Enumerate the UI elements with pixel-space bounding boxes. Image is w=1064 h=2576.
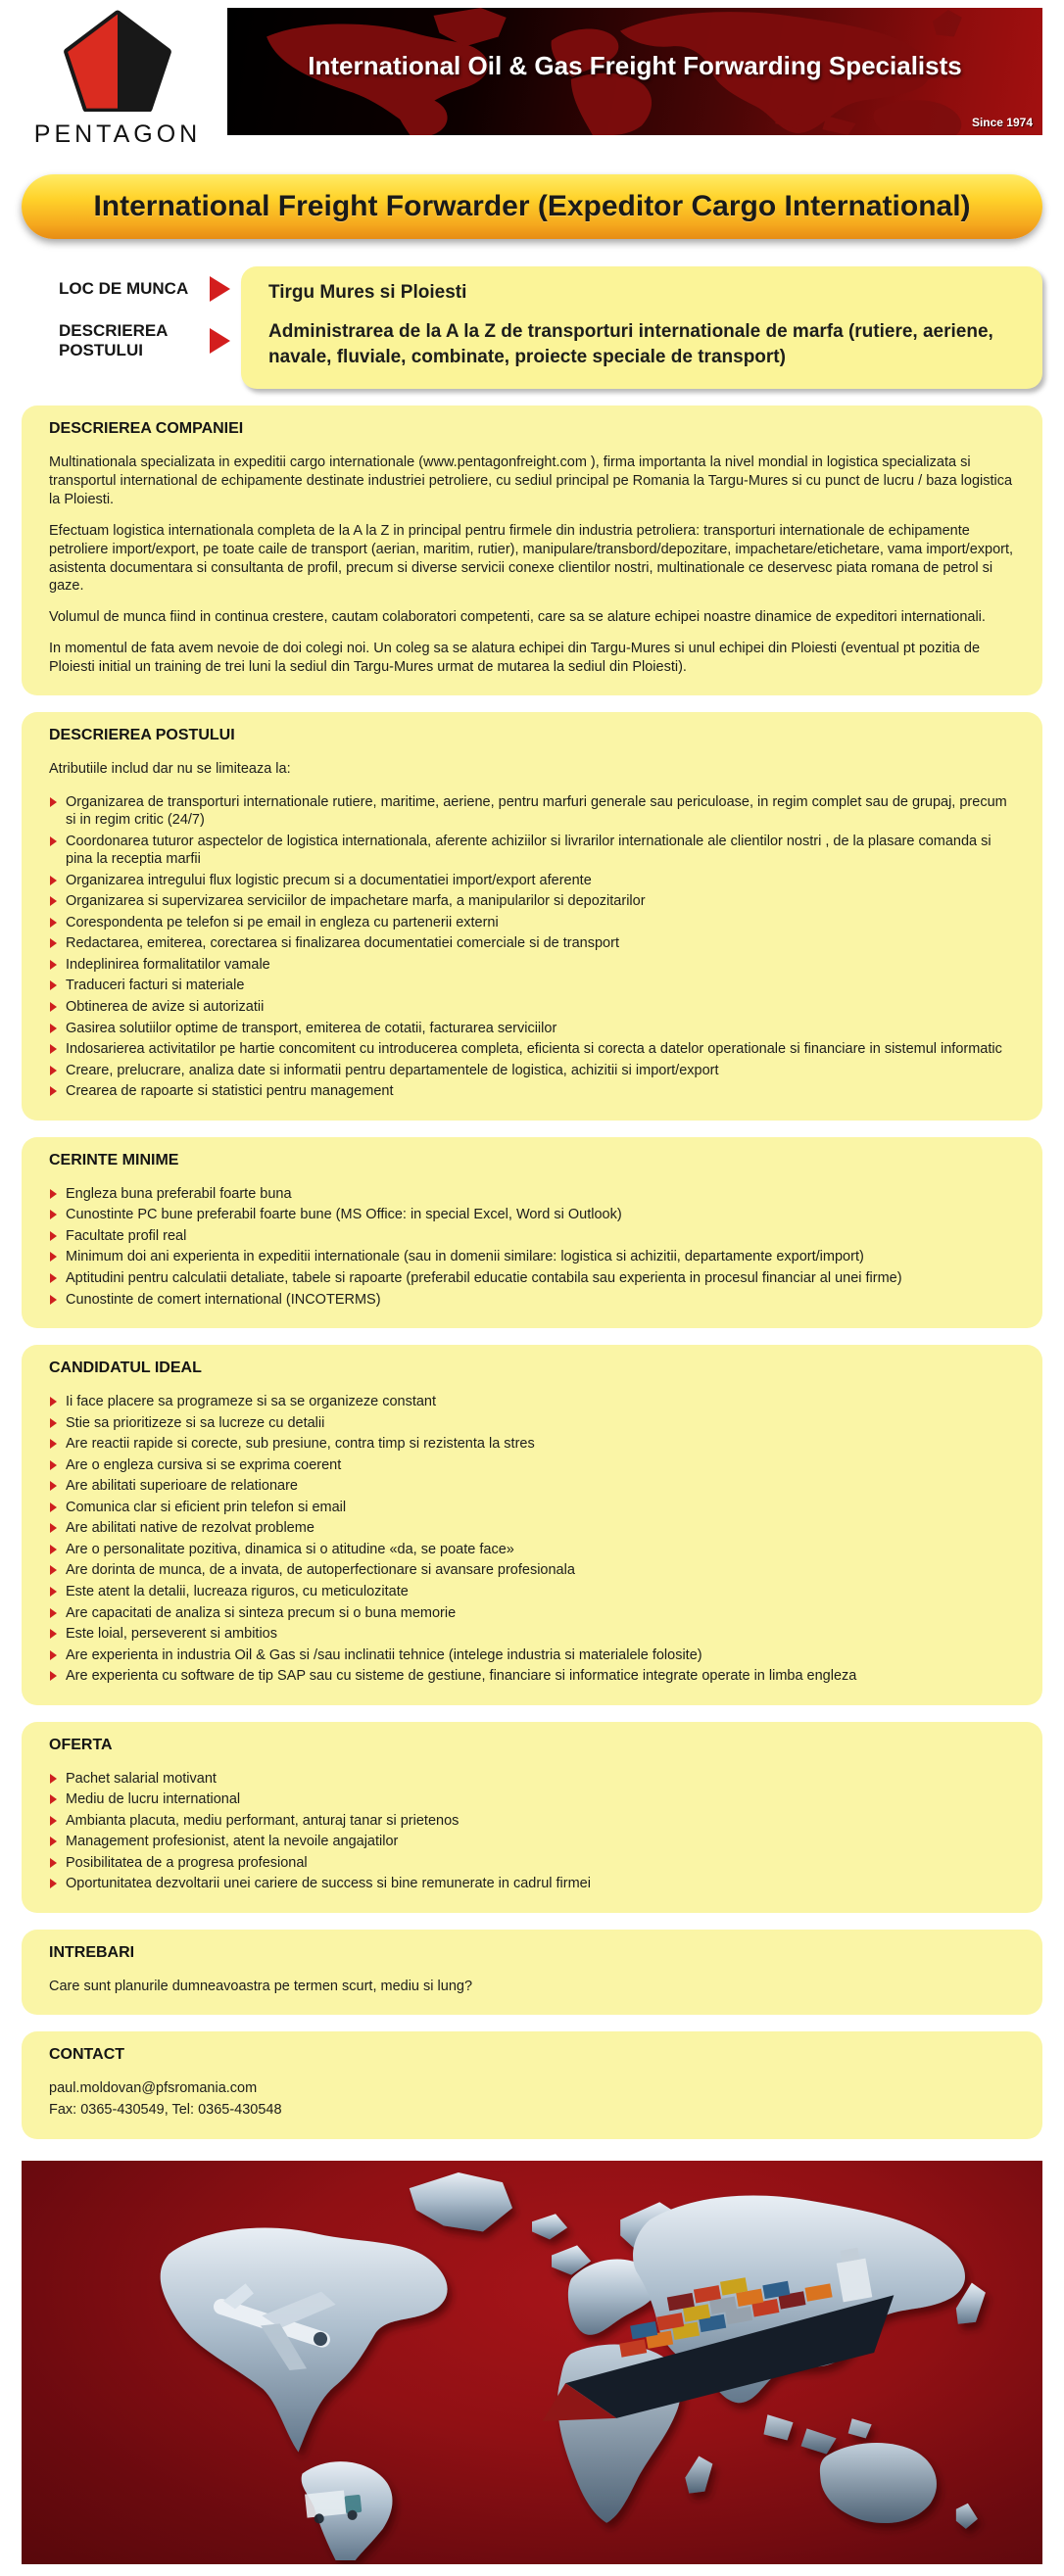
logo-wordmark: PENTAGON xyxy=(33,120,202,148)
section-minimum-requirements xyxy=(22,1137,1042,1328)
section-offer xyxy=(22,1722,1042,1913)
list-item xyxy=(49,1646,1015,1665)
list-item-text: Oportunitatea dezvoltarii unei cariere de success si bine remunerate in cadrul firmei xyxy=(66,1876,591,1892)
list-item-text: Are experienta cu software de tip SAP sau cu sisteme de gestiune, financiare si informatice integrate operate in limba engleza xyxy=(66,1668,857,1685)
list-item-text: Crearea de rapoarte si statistici pentru management xyxy=(66,1083,394,1100)
section-title: CONTACT xyxy=(49,2045,125,2063)
list-item-text: Are abilitati superioare de relationare xyxy=(66,1478,298,1495)
list-item xyxy=(49,1477,1015,1496)
bullet-arrow-icon xyxy=(50,1418,57,1428)
world-map-footer-graphic xyxy=(22,2161,1042,2564)
list-item-text: Indosarierea activitatilor pe hartie concomitent cu introducerea completa, eficienta si corecta a datelor operationale si financiare in sistemul informatic xyxy=(66,1041,1002,1058)
list-item-text: Redactarea, emiterea, corectarea si finalizarea documentatiei comerciale si de transport xyxy=(66,935,619,952)
list-item xyxy=(49,1854,1015,1873)
bullet-arrow-icon xyxy=(50,1460,57,1470)
list-item-text: Organizarea si supervizarea serviciilor de impachetare marfa, a manipularilor si depozitarilor xyxy=(66,893,646,910)
contact-email[interactable]: paul.moldovan@pfsromania.com xyxy=(49,2079,258,2096)
arrow-right-icon xyxy=(210,328,230,354)
list-item xyxy=(49,1227,1015,1246)
list-item xyxy=(49,1499,1015,1517)
bullet-arrow-icon xyxy=(50,938,57,948)
list-item-text: Are experienta in industria Oil & Gas si /sau inclinatii tehnice (intelege industria si materialele folosite) xyxy=(66,1646,702,1663)
bullet-arrow-icon xyxy=(50,1587,57,1597)
list-item xyxy=(49,1062,1015,1080)
list-item xyxy=(49,793,1015,830)
list-item xyxy=(49,1833,1015,1851)
job-summary-value: Administrarea de la A la Z de transporturi internationale de marfa (rutiere, aeriene, navale, fluviale, combinate, proiecte speciale de transport) xyxy=(268,321,993,367)
meta-row-location xyxy=(22,276,241,302)
arrow-right-icon xyxy=(210,276,230,302)
job-title-banner: International Freight Forwarder (Expeditor Cargo International) xyxy=(22,174,1042,239)
banner-since-tagline: Since 1974 xyxy=(971,116,1033,129)
bullet-arrow-icon xyxy=(50,1189,57,1199)
list-item xyxy=(49,998,1015,1017)
island-new-zealand xyxy=(956,2503,978,2528)
job-intro: Atributiile includ dar nu se limiteaza la: xyxy=(49,760,291,777)
island-madagascar xyxy=(685,2456,712,2493)
list-item xyxy=(49,1248,1015,1266)
list-item xyxy=(49,1583,1015,1601)
list-item xyxy=(49,1435,1015,1454)
list-item xyxy=(49,1875,1015,1893)
bullet-arrow-icon xyxy=(50,1231,57,1241)
list-item xyxy=(49,1291,1015,1310)
bullet-arrow-icon xyxy=(50,1044,57,1054)
list-item xyxy=(49,956,1015,975)
list-item xyxy=(49,1206,1015,1224)
list-item-text: Posibilitatea de a progresa profesional xyxy=(66,1854,308,1871)
island-iceland xyxy=(532,2214,567,2239)
bullet-arrow-icon xyxy=(50,797,57,807)
list-item-text: Coordonarea tuturor aspectelor de logistica internationala, aferente achiziilor si livrarilor internationale ale clientilor nostri , de la plasare comanda si pina la receptia marfii xyxy=(66,833,991,868)
list-item-text: Mediu de lucru international xyxy=(66,1791,241,1808)
questions-text: Care sunt planurile dumneavoastra pe termen scurt, mediu si lung? xyxy=(49,1978,473,1994)
page-header xyxy=(0,0,1064,149)
list-item xyxy=(49,1812,1015,1831)
list-item-text: Are reactii rapide si corecte, sub presiune, contra timp si rezistenta la stres xyxy=(66,1436,535,1453)
list-item xyxy=(49,1082,1015,1101)
list-item xyxy=(49,1541,1015,1559)
list-item-text: Cunostinte de comert international (INCOTERMS) xyxy=(66,1291,381,1308)
section-title: CANDIDATUL IDEAL xyxy=(49,1360,202,1377)
list-item xyxy=(49,1604,1015,1623)
bullet-arrow-icon xyxy=(50,1671,57,1681)
continent-greenland xyxy=(410,2172,512,2231)
bullet-arrow-icon xyxy=(50,1879,57,1888)
list-item-text: Cunostinte PC bune preferabil foarte bune (MS Office: in special Excel, Word si Outlook) xyxy=(66,1207,622,1223)
company-paragraph: Volumul de munca fiind in continua crestere, cautam colaboratori competenti, care sa se alature echipei noastre dinamice de expeditori internationali. xyxy=(49,609,986,626)
list-item-text: Ambianta placuta, mediu performant, anturaj tanar si prietenos xyxy=(66,1812,459,1829)
list-item xyxy=(49,934,1015,953)
list-item-text: Are o engleza cursiva si se exprima coerent xyxy=(66,1456,342,1473)
list-item xyxy=(49,1040,1015,1059)
header-banner xyxy=(227,8,1042,135)
section-questions xyxy=(22,1930,1042,2015)
bullet-arrow-icon xyxy=(50,1066,57,1075)
bullet-arrow-icon xyxy=(50,1565,57,1575)
company-logo xyxy=(22,8,214,149)
bullet-arrow-icon xyxy=(50,1837,57,1846)
bullet-arrow-icon xyxy=(50,1295,57,1305)
bullet-arrow-icon xyxy=(50,1002,57,1012)
bullet-arrow-icon xyxy=(50,1523,57,1533)
bullet-arrow-icon xyxy=(50,1794,57,1804)
list-item-text: Stie sa prioritizeze si sa lucreze cu detalii xyxy=(66,1414,325,1431)
bullet-arrow-icon xyxy=(50,918,57,928)
list-item xyxy=(49,833,1015,869)
list-item-text: Are dorinta de munca, de a invata, de autoperfectionare si avansare profesionala xyxy=(66,1562,575,1579)
list-item-text: Pachet salarial motivant xyxy=(66,1770,217,1787)
bullet-arrow-icon xyxy=(50,876,57,885)
list-item-text: Management profesionist, atent la nevoile angajatilor xyxy=(66,1834,399,1850)
candidate-list xyxy=(49,1393,1015,1686)
list-item xyxy=(49,1020,1015,1038)
section-title: CERINTE MINIME xyxy=(49,1151,179,1169)
job-meta xyxy=(22,266,1042,389)
job-location-value: Tirgu Mures si Ploiesti xyxy=(268,282,467,303)
section-company-description xyxy=(22,405,1042,694)
list-item-text: Engleza buna preferabil foarte buna xyxy=(66,1185,292,1202)
meta-row-description xyxy=(22,321,241,360)
section-title: INTREBARI xyxy=(49,1943,135,1961)
bullet-arrow-icon xyxy=(50,1086,57,1096)
bullet-arrow-icon xyxy=(50,1816,57,1826)
bullet-arrow-icon xyxy=(50,1397,57,1407)
list-item-text: Corespondenta pe telefon si pe email in engleza cu partenerii externi xyxy=(66,914,499,930)
list-item xyxy=(49,1456,1015,1475)
bullet-arrow-icon xyxy=(50,1629,57,1639)
bullet-arrow-icon xyxy=(50,1650,57,1660)
meta-labels xyxy=(22,266,241,389)
list-item xyxy=(49,872,1015,890)
list-item xyxy=(49,1790,1015,1809)
list-item xyxy=(49,977,1015,995)
contact-phone: Fax: 0365-430549, Tel: 0365-430548 xyxy=(49,2101,282,2118)
list-item-text: Gasirea solutiilor optime de transport, emiterea de cotatii, facturarea serviciilor xyxy=(66,1020,557,1036)
list-item xyxy=(49,892,1015,911)
list-item-text: Comunica clar si eficient prin telefon si email xyxy=(66,1499,347,1515)
list-item-text: Are capacitati de analiza si sinteza precum si o buna memorie xyxy=(66,1604,457,1621)
bullet-arrow-icon xyxy=(50,1024,57,1033)
list-item-text: Aptitudini pentru calculatii detaliate, tabele si rapoarte (preferabil educatie contabila sau experienta in procesul financiar al unei firme) xyxy=(66,1269,902,1286)
pentagon-logo-icon xyxy=(60,10,175,112)
list-item xyxy=(49,1625,1015,1644)
bullet-arrow-icon xyxy=(50,980,57,990)
section-contact xyxy=(22,2031,1042,2139)
list-item-text: Obtinerea de avize si autorizatii xyxy=(66,999,265,1016)
list-item xyxy=(49,1561,1015,1580)
bullet-arrow-icon xyxy=(50,1608,57,1618)
job-description-label: DESCRIEREA POSTULUI xyxy=(59,321,168,360)
list-item-text: Indeplinirea formalitatilor vamale xyxy=(66,956,270,973)
banner-title: International Oil & Gas Freight Forwarding Specialists xyxy=(308,51,962,80)
bullet-arrow-icon xyxy=(50,1858,57,1868)
section-title: DESCRIEREA COMPANIEI xyxy=(49,420,244,438)
section-ideal-candidate xyxy=(22,1345,1042,1705)
company-paragraph: Multinationala specializata in expeditii cargo internationale (www.pentagonfreight.com ), firma importanta la nivel mondial in logistica specializata si transportul international de echipamente destinate industriei petroliere, cu sediul principal pe Romania la Targu-Mures si cu punct de lucru / baza logistica la Ploiesti. xyxy=(49,454,1013,507)
bullet-arrow-icon xyxy=(50,1210,57,1219)
section-title: DESCRIEREA POSTULUI xyxy=(49,726,235,743)
offer-list xyxy=(49,1770,1015,1893)
footer-world-map xyxy=(22,2161,1042,2564)
section-job-description xyxy=(22,712,1042,1121)
list-item-text: Facultate profil real xyxy=(66,1227,187,1244)
list-item xyxy=(49,1414,1015,1433)
list-item-text: Organizarea intregului flux logistic precum si a documentatiei import/export aferente xyxy=(66,872,592,888)
company-paragraph: In momentul de fata avem nevoie de doi colegi noi. Un coleg sa se alatura echipei din Targu-Mures si unul echipei din Ploiesti (eventual pt pozitia de Ploiesti initial un training de trei luni la sediul din Targu-Mures urmat de mutarea la sediul din Ploiesti). xyxy=(49,641,981,675)
list-item xyxy=(49,1770,1015,1789)
list-item xyxy=(49,1393,1015,1411)
list-item-text: Are o personalitate pozitiva, dinamica si o atitudine «da, se poate face» xyxy=(66,1541,514,1557)
bullet-arrow-icon xyxy=(50,896,57,906)
continent-australia xyxy=(820,2443,937,2523)
bullet-arrow-icon xyxy=(50,960,57,970)
list-item xyxy=(49,1269,1015,1288)
list-item-text: Ii face placere sa programeze si sa se organizeze constant xyxy=(66,1394,437,1410)
bullet-arrow-icon xyxy=(50,1545,57,1554)
list-item-text: Este loial, perseverent si ambitios xyxy=(66,1626,277,1643)
list-item-text: Creare, prelucrare, analiza date si informatii pentru departamentele de logistica, achizitii si import/export xyxy=(66,1062,719,1078)
bullet-arrow-icon xyxy=(50,1273,57,1283)
bullet-arrow-icon xyxy=(50,1774,57,1784)
list-item xyxy=(49,914,1015,932)
company-paragraph: Efectuam logistica internationala completa de la A la Z in principal pentru firmele din industria petroliera: transporturi internationale de echipamente petroliere import/export, pe toate caile de transport (aerian, maritim, rutier), manipulare/transbord/depozitare, impachetare/etichetare, vama import/export, asistenta documentara si consultanta de profil, precum si diverse servicii conexe clientilor nostri, multinationale ce deservesc piata romana de petrol si gaze. xyxy=(49,522,1014,595)
bullet-arrow-icon xyxy=(50,1503,57,1512)
list-item-text: Are abilitati native de rezolvat probleme xyxy=(66,1520,314,1537)
location-label: LOC DE MUNCA xyxy=(59,278,189,298)
bullet-arrow-icon xyxy=(50,1481,57,1491)
bullet-arrow-icon xyxy=(50,1439,57,1449)
section-title: OFERTA xyxy=(49,1736,113,1753)
list-item-text: Traduceri facturi si materiale xyxy=(66,978,245,994)
list-item-text: Este atent la detalii, lucreaza riguros, cu meticulozitate xyxy=(66,1583,409,1599)
bullet-arrow-icon xyxy=(50,836,57,846)
list-item xyxy=(49,1667,1015,1686)
meta-summary-box xyxy=(241,266,1042,389)
list-item xyxy=(49,1519,1015,1538)
requirements-list xyxy=(49,1185,1015,1309)
list-item-text: Organizarea de transporturi internationale rutiere, maritime, aeriene, pentru marfuri generale sau periculoase, in regim complet sau de grupaj, precum si in regim critic (24/7) xyxy=(66,793,1007,829)
list-item-text: Minimum doi ani experienta in expeditii internationale (sau in domenii similare: logistica si achizitii, departamente export/import) xyxy=(66,1249,864,1265)
list-item xyxy=(49,1185,1015,1204)
job-duties-list xyxy=(49,793,1015,1101)
bullet-arrow-icon xyxy=(50,1252,57,1262)
